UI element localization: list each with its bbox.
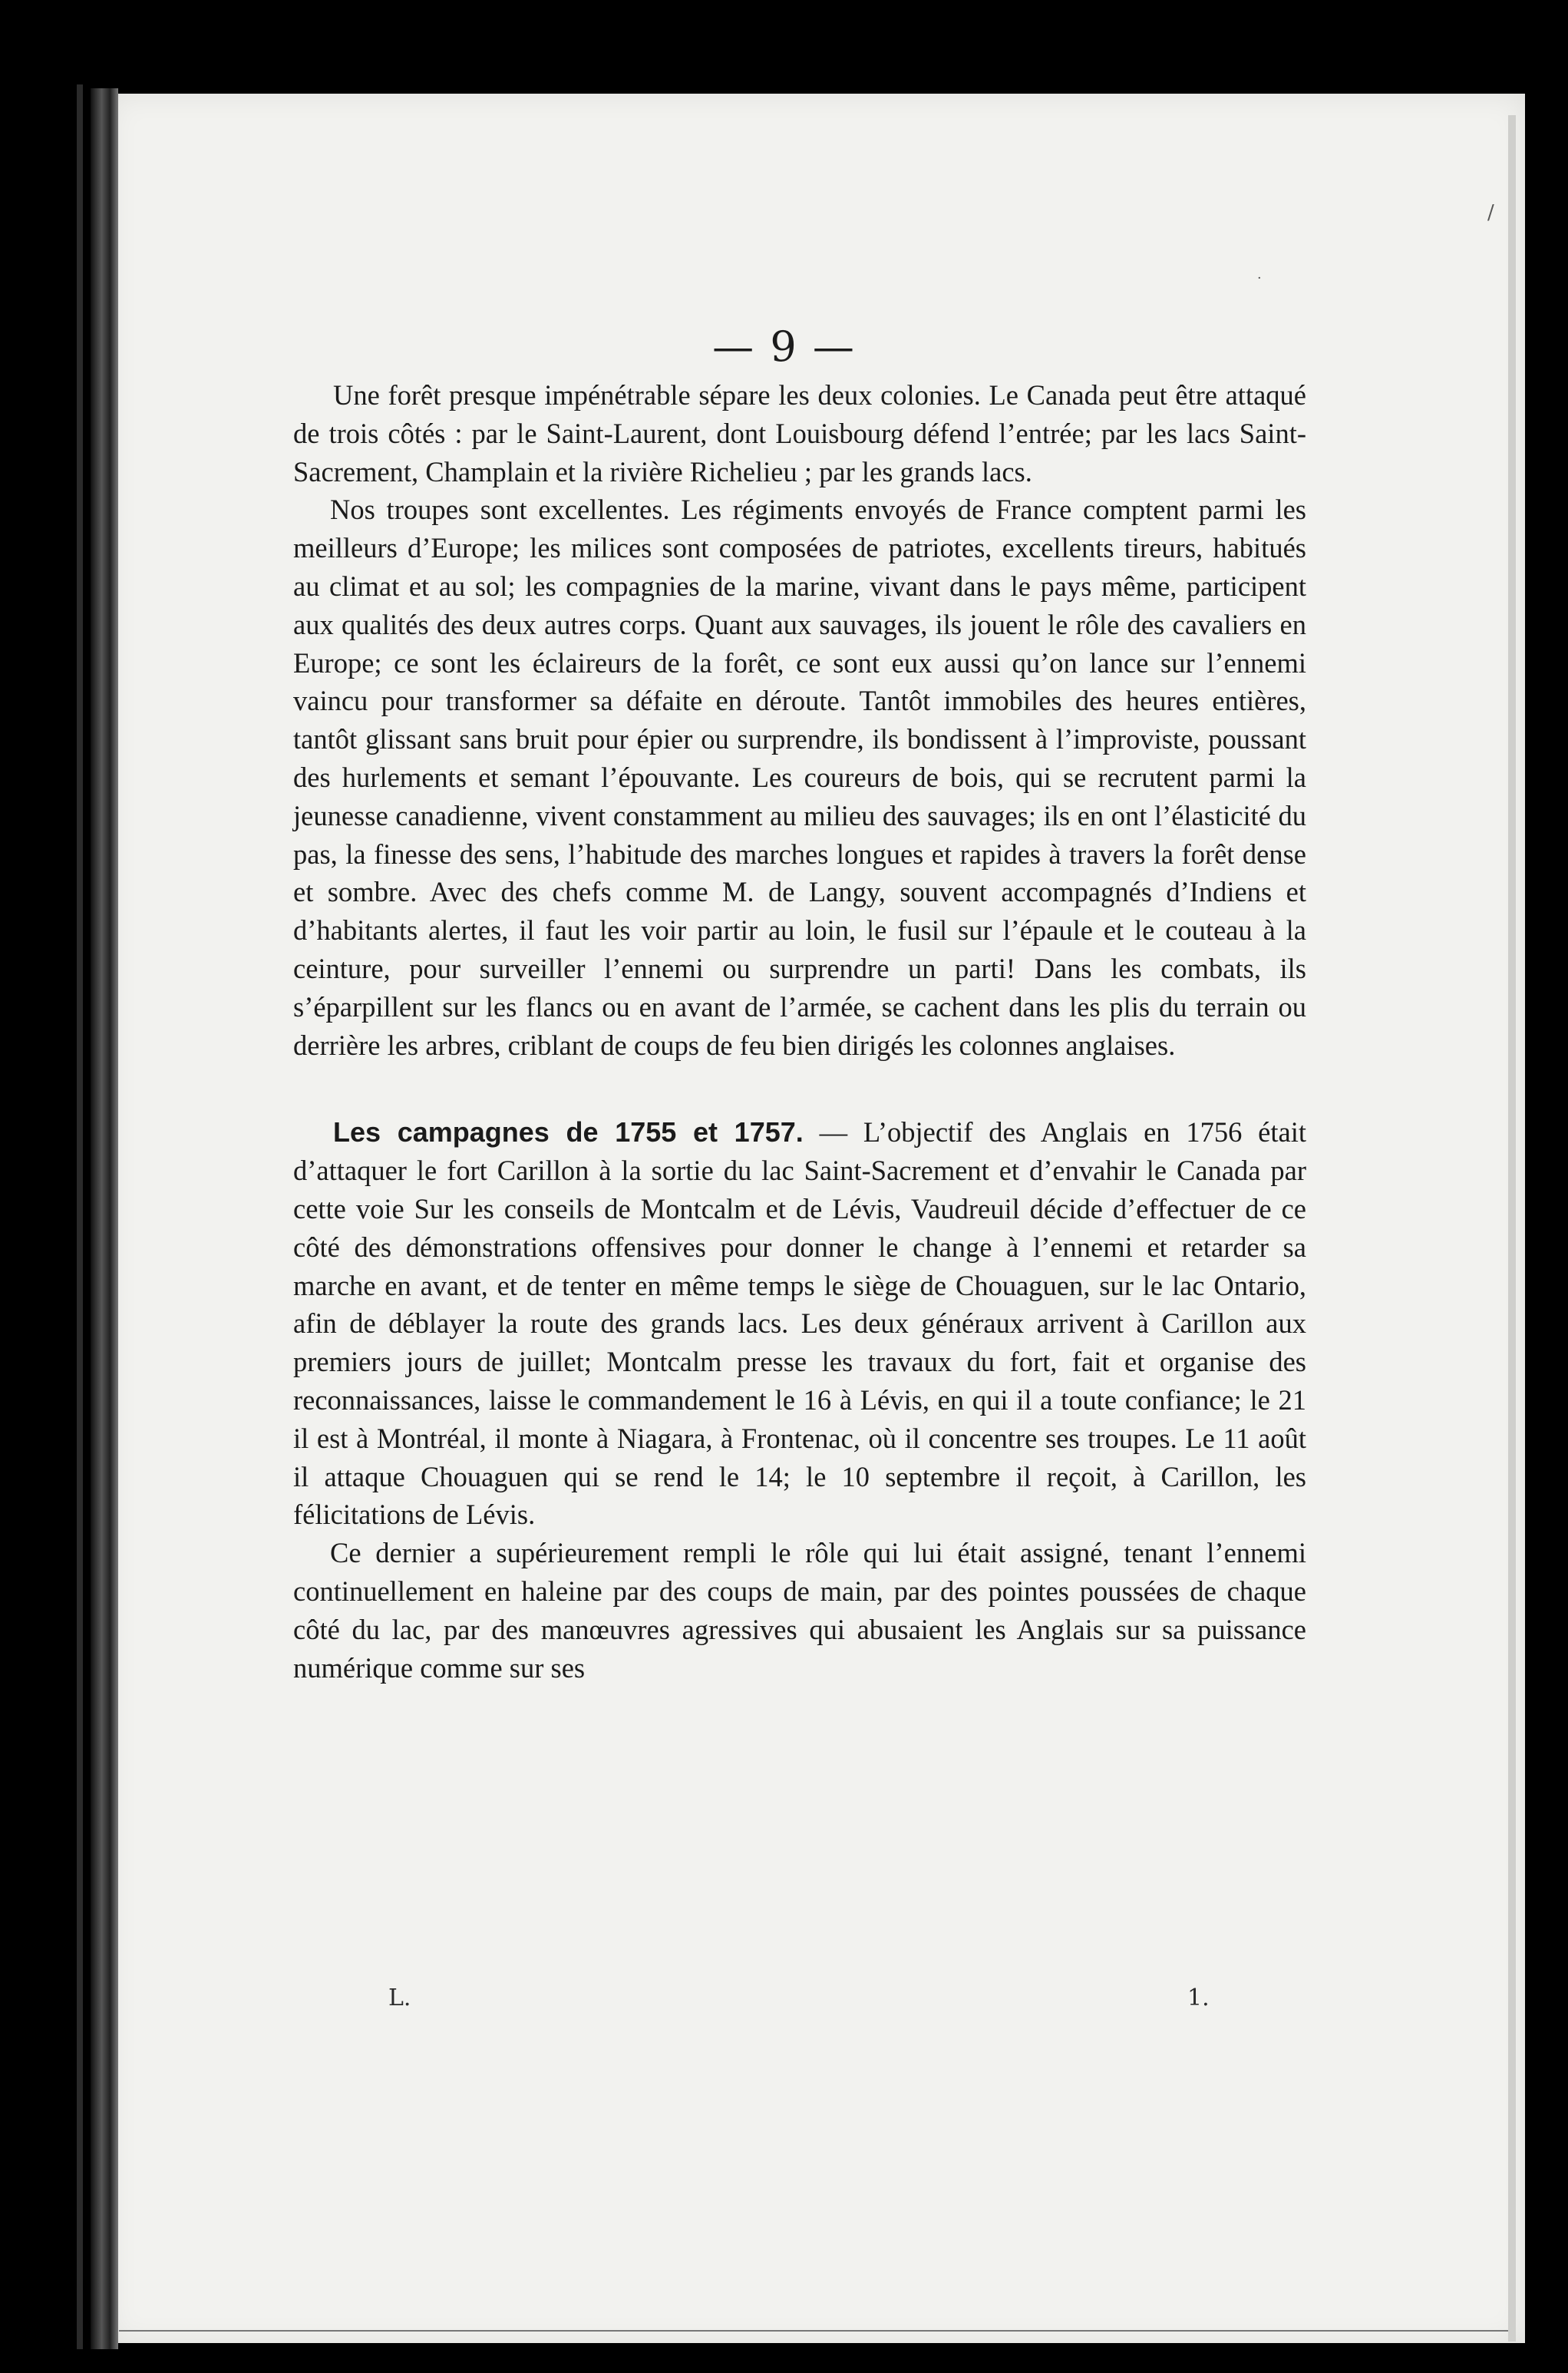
margin-mark-slash: / [1487, 201, 1494, 224]
paragraph-colonies: Une forêt presque impénétrable sépare les deux colonies. Le Canada peut être attaqué de trois côtés : par le Saint-Laurent, dont Louisbourg défend l’entrée; par les lacs Saint-Sacrement, Champlain et la rivière Richelieu ; par les grands lacs. [293, 379, 1306, 487]
signature-mark-left: L. [388, 1985, 411, 2011]
page-footer [0, 1985, 1568, 2023]
paragraph-troupes: Nos troupes sont excellentes. Les régiments envoyés de France comptent parmi les meilleurs d’Europe; les milices sont composées de patriotes, excellents tireurs, habitués au climat et au sol; les compagnies de la marine, vivant dans le pays même, participent aux qualités des deux autres corps. Quant aux sauvages, ils jouent le rôle des cavaliers en Europe; ce sont les éclaireurs de la forêt, ce sont eux aussi qu’on lance sur l’ennemi vaincu pour transformer sa défaite en déroute. Tantôt immobiles des heures entières, tantôt glissant sans bruit pour épier ou surprendre, ils bondissent à l’improviste, poussant des hurlements et semant l’épouvante. Les coureurs de bois, qui se recrutent parmi la jeunesse canadienne, vivent constamment au milieu des sauvages; ils en ont l’élasticité du pas, la finesse des sens, l’habitude des marches longues et rapides à travers la forêt dense et sombre. Avec des chefs comme M. de Langy, souvent accompagnés d’Indiens et d’habitants alertes, il faut les voir partir au loin, le fusil sur l’épaule et le couteau à la ceinture, pour surveiller l’ennemi ou surprendre un parti! Dans les combats, ils s’éparpillent sur les flancs ou en avant de l’armée, se cachent dans les plis du terrain ou derrière les arbres, criblant de coups de feu bien dirigés les colonnes anglaises. [293, 494, 1306, 1061]
signature-mark-right: 1. [1187, 1985, 1210, 2011]
section-lead-text: — L’objectif des Anglais en 1756 était d’attaquer le fort Carillon à la sortie du lac Saint-Sacrement et d’envahir le Canada par cette voie Sur les conseils de Montcalm et de Lévis, Vaudreuil décide d’effectuer de ce côté des démonstrations offensives pour donner le change à l’ennemi et retarder sa marche en avant, et de tenter en même temps le siège de Chouaguen, sur le lac Ontario, afin de déblayer la route des grands lacs. Les deux généraux arrivent à Carillon aux premiers jours de juillet; Montcalm presse les travaux du fort, fait et organise des reconnaissances, laisse le commandement le 16 à Lévis, en qui il a toute confiance; le 21 il est à Montréal, il monte à Niagara, à Frontenac, où il concentre ses troupes. Le 11 août il attaque Chouaguen qui se rend le 14; le 10 septembre il reçoit, à Carillon, les félicitations de Lévis. [293, 1116, 1306, 1531]
paragraph-continuation: Ce dernier a supérieurement rempli le rôle qui lui était assigné, tenant l’ennemi continuellement en haleine par des coups de main, par des pointes poussées de chaque côté du lac, par des manœuvres agressives qui abusaient les Anglais sur sa puissance numérique comme sur ses [293, 1537, 1306, 1684]
margin-mark-dot: · [1257, 270, 1262, 286]
section-spacer [293, 1064, 1306, 1113]
section-paragraph-campagnes [293, 1113, 1306, 1534]
page-body-text [293, 376, 1306, 1687]
page-number: — 9 — [712, 322, 856, 371]
section-title: Les campagnes de 1755 et 1757. [333, 1116, 804, 1148]
page-bottom-edge [119, 2330, 1508, 2332]
